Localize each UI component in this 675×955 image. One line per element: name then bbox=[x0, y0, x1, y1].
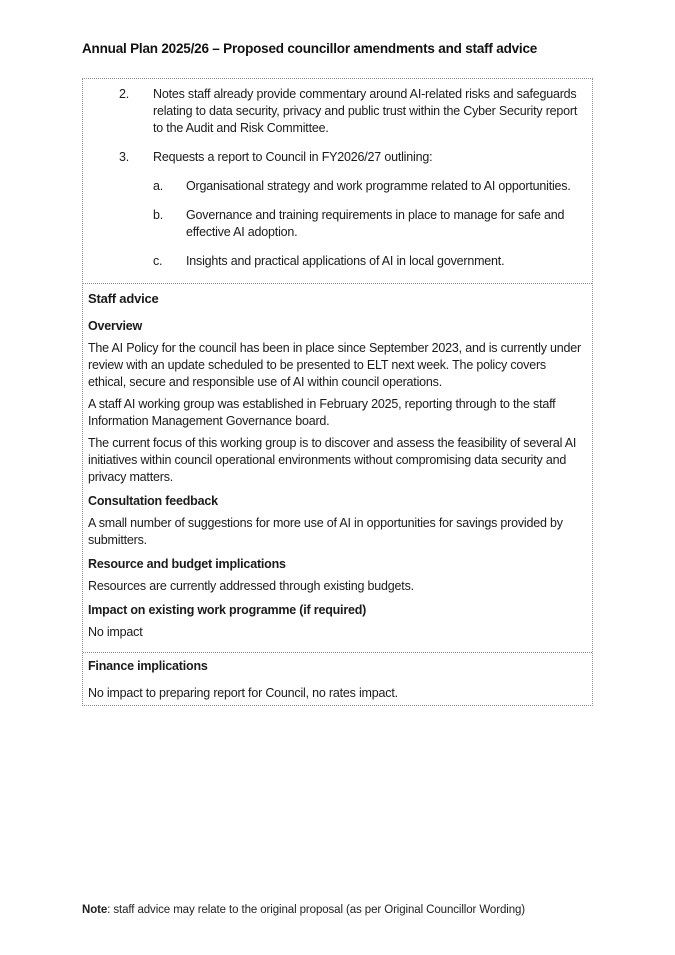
amendments-cell bbox=[83, 79, 592, 283]
staff-advice-heading: Staff advice bbox=[88, 291, 159, 306]
footer-note-text: : staff advice may relate to the original proposal (as per Original Councillor Wording) bbox=[107, 904, 526, 916]
paragraph: No impact to preparing report for Council, no rates impact. bbox=[88, 686, 398, 700]
list-item-text: Notes staff already provide commentary around AI-related risks and safeguards relating to data security, privacy and public trust within the Cyber Security report to the Audit and Risk Committee. bbox=[153, 87, 578, 135]
paragraph: Resources are currently addressed through existing budgets. bbox=[88, 579, 414, 593]
sub-list-item bbox=[153, 207, 582, 241]
paragraph: No impact bbox=[88, 625, 143, 639]
list-marker: a. bbox=[153, 179, 164, 193]
staff-advice-cell bbox=[83, 283, 592, 652]
finance-cell bbox=[83, 652, 592, 705]
footer-note bbox=[82, 902, 525, 919]
list-item bbox=[119, 149, 582, 166]
page-title: Annual Plan 2025/26 – Proposed councillor amendments and staff advice bbox=[82, 41, 538, 56]
sub-list-item bbox=[153, 178, 582, 195]
list-item-text: Organisational strategy and work programme related to AI opportunities. bbox=[186, 179, 571, 193]
footer-note-label: Note bbox=[82, 904, 108, 916]
advice-table bbox=[82, 78, 593, 706]
list-item-text: Requests a report to Council in FY2026/27 outlining: bbox=[153, 150, 433, 164]
paragraph: A staff AI working group was established in February 2025, reporting through to the staff Information Management Governance board. bbox=[88, 397, 556, 428]
section-heading: Overview bbox=[88, 319, 142, 333]
list-marker: c. bbox=[153, 254, 163, 268]
paragraph: A small number of suggestions for more use of AI in opportunities for savings provided by submitters. bbox=[88, 516, 563, 547]
section-heading: Resource and budget implications bbox=[88, 557, 286, 571]
list-item bbox=[119, 86, 582, 137]
paragraph: The AI Policy for the council has been in place since September 2023, and is currently under review with an update scheduled to be presented to ELT next week. The policy covers ethical, secure and responsible use of AI within council operations. bbox=[88, 341, 582, 389]
list-marker: b. bbox=[153, 208, 164, 222]
list-item-text: Insights and practical applications of AI in local government. bbox=[186, 254, 505, 268]
section-heading: Consultation feedback bbox=[88, 494, 218, 508]
list-marker: 2. bbox=[119, 87, 130, 101]
list-marker: 3. bbox=[119, 150, 130, 164]
list-item-text: Governance and training requirements in place to manage for safe and effective AI adoption. bbox=[186, 208, 565, 239]
finance-heading: Finance implications bbox=[88, 659, 208, 673]
paragraph: The current focus of this working group is to discover and assess the feasibility of several AI initiatives within council operational environments without compromising data security and privacy matters. bbox=[88, 436, 577, 484]
sub-list-item bbox=[153, 253, 582, 270]
section-heading: Impact on existing work programme (if required) bbox=[88, 603, 367, 617]
